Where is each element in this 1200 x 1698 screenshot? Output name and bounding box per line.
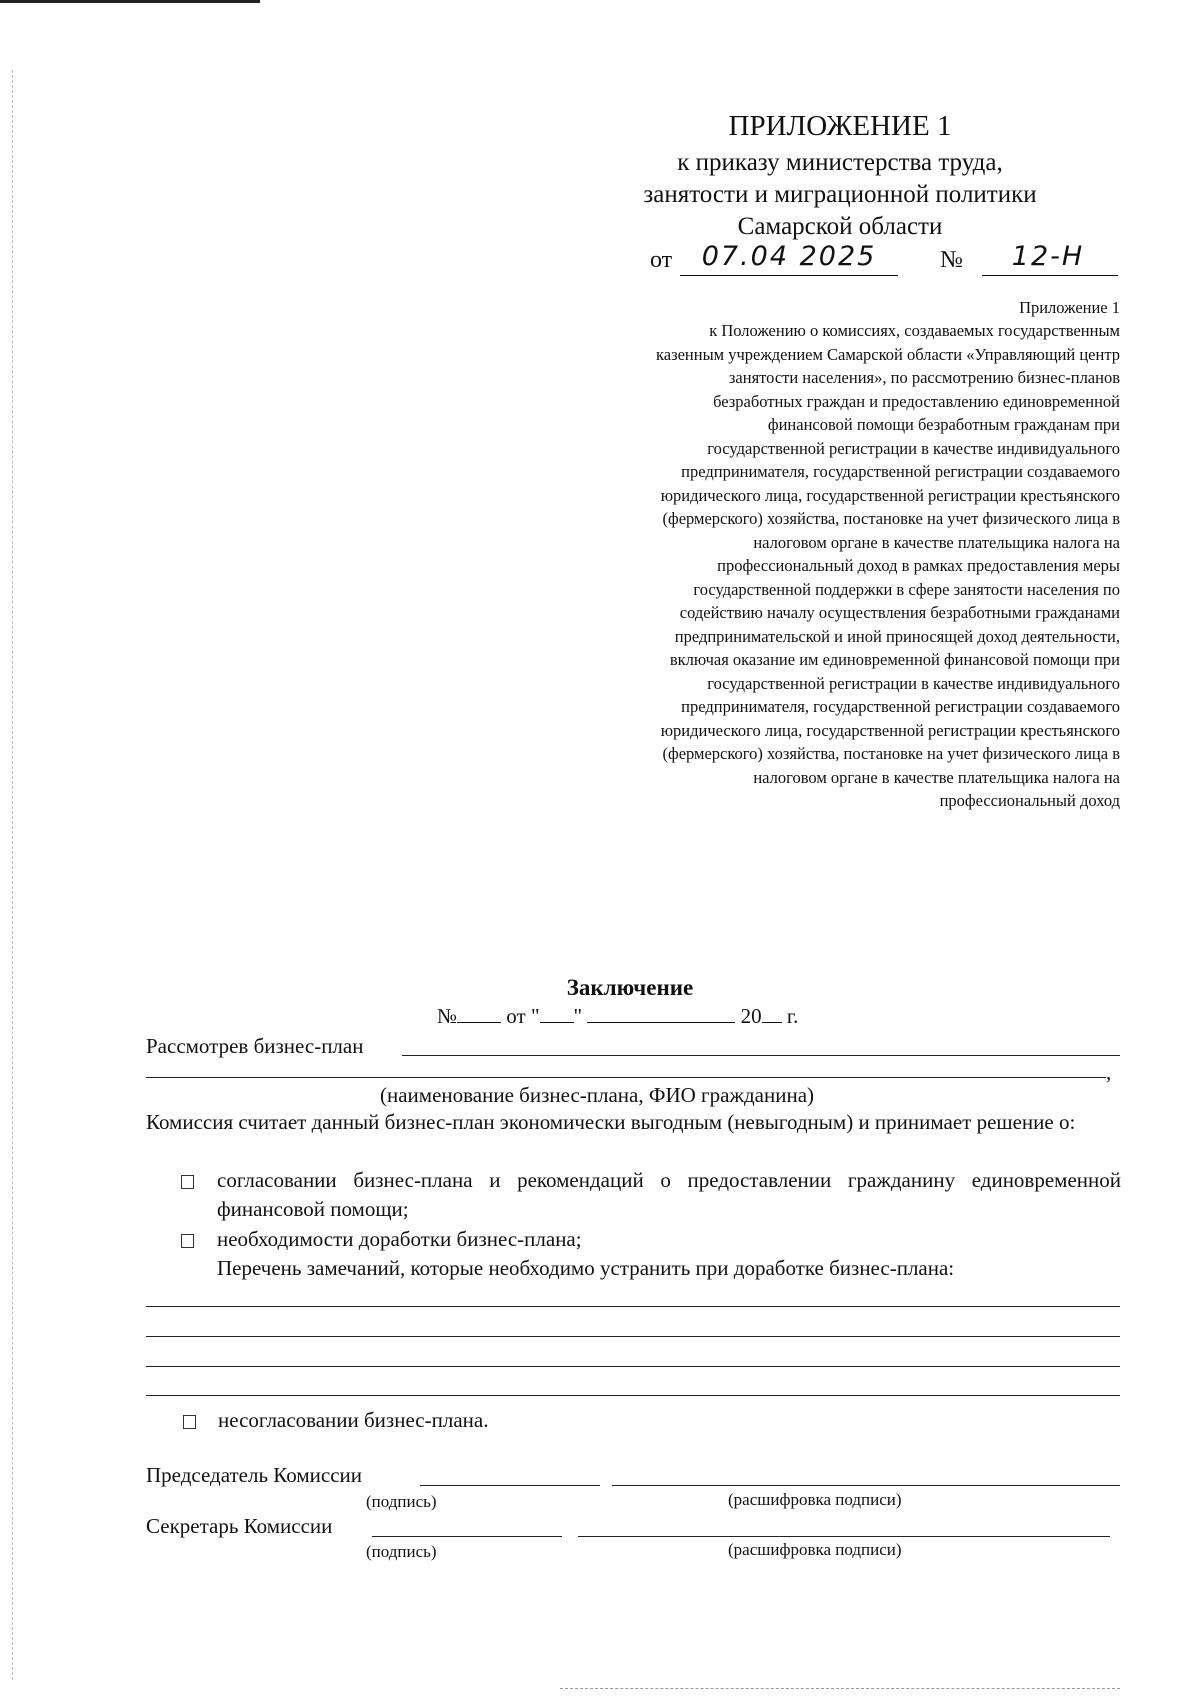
number-label: № (437, 1004, 458, 1028)
secretary-decode-line[interactable] (578, 1536, 1110, 1537)
year-blank (762, 1004, 782, 1023)
secretary-signature-line[interactable] (372, 1536, 562, 1537)
remarks-line-2[interactable] (146, 1336, 1120, 1337)
commission-decision-text: Комиссия считает данный бизнес-план экономически выгодным (невыгодным) и принимает решение о: (146, 1110, 1076, 1134)
number-blank (457, 1004, 501, 1023)
year-suffix: г. (786, 1004, 799, 1028)
order-appendix-title: ПРИЛОЖЕНИЕ 1 (728, 110, 952, 142)
handwritten-number: 12-Н (1011, 241, 1085, 272)
remarks-line-4[interactable] (146, 1395, 1120, 1396)
conclusion-title: Заключение (566, 975, 694, 1000)
checkbox-reject[interactable] (183, 1415, 196, 1429)
conclusion-number-date-row (437, 1004, 798, 1029)
number-underline (982, 275, 1118, 276)
month-blank (587, 1004, 735, 1023)
appendix-text: к Положению о комиссиях, создаваемых государственным казенным учреждением Самарской области «Управляющий центр занятости населения», по рассмотрению бизнес-планов безработных граждан и предоставлению единовременной финансовой помощи безработным гражданам при государственной регистрации в качестве индивидуального предпринимателя, государственной регистрации создаваемого юридического лица, государственной регистрации крестьянского (фермерского) хозяйства, постановке на учет физического лица в налоговом органе в качестве плательщика налога на профессиональный доход в рамках предоставления меры государственной поддержки в сфере занятости населения по содействию началу осуществления безработными гражданами предпринимательской и иной приносящей доход деятельности, включая оказание им единовременной финансовой помощи при государственной регистрации в качестве индивидуального предпринимателя, государственной регистрации создаваемого юридического лица, государственной регистрации крестьянского (фермерского) хозяйства, постановке на учет физического лица в налоговом органе в качестве плательщика налога на профессиональный доход (656, 321, 1120, 810)
reviewed-label: Рассмотрев бизнес-план (146, 1034, 364, 1058)
checkbox-approve[interactable] (181, 1175, 194, 1189)
appendix-title: Приложение 1 (1019, 298, 1120, 317)
option-approve: согласовании бизнес-плана и рекомендаций о предоставлении гражданину единовременной финансовой помощи; (217, 1168, 1121, 1221)
secretary-sign-caption: (подпись) (366, 1542, 437, 1561)
remarks-line-1[interactable] (146, 1306, 1120, 1307)
business-plan-caption: (наименование бизнес-плана, ФИО гражданина) (380, 1083, 815, 1107)
number-prefix: № (940, 247, 963, 273)
remarks-line-3[interactable] (146, 1366, 1120, 1367)
scan-edge-left (12, 70, 14, 1680)
date-prefix: от (650, 247, 673, 273)
scan-edge-top (0, 0, 260, 3)
chairman-decode-line[interactable] (612, 1485, 1120, 1486)
citizen-name-line (146, 1077, 1106, 1078)
chairman-signature-line[interactable] (420, 1485, 600, 1486)
handwritten-date: 07.04 2025 (701, 241, 877, 272)
secretary-label: Секретарь Комиссии (146, 1514, 333, 1538)
chairman-decode-caption: (расшифровка подписи) (728, 1490, 902, 1509)
order-line-1: к приказу министерства труда, (677, 149, 1003, 176)
order-line-2: занятости и миграционной политики (643, 181, 1037, 208)
secretary-decode-caption: (расшифровка подписи) (728, 1540, 902, 1559)
option-reject: несогласовании бизнес-плана. (218, 1408, 489, 1432)
comma: , (1106, 1060, 1112, 1084)
order-line-3: Самарской области (737, 213, 943, 240)
date-underline (680, 275, 898, 276)
checkbox-revise[interactable] (181, 1234, 194, 1248)
chairman-sign-caption: (подпись) (366, 1492, 437, 1511)
day-blank (540, 1004, 574, 1023)
business-plan-name-line (402, 1055, 1120, 1056)
chairman-label: Председатель Комиссии (146, 1463, 362, 1487)
order-date-number (650, 241, 1120, 278)
from-label: от " (506, 1004, 540, 1028)
option-revise: необходимости доработки бизнес-плана; (217, 1227, 582, 1251)
remarks-label: Перечень замечаний, которые необходимо устранить при доработке бизнес-плана: (217, 1256, 955, 1280)
quote-close: " (573, 1004, 583, 1028)
scan-edge-bottom (560, 1688, 1120, 1690)
year-label: 20 (740, 1004, 762, 1028)
